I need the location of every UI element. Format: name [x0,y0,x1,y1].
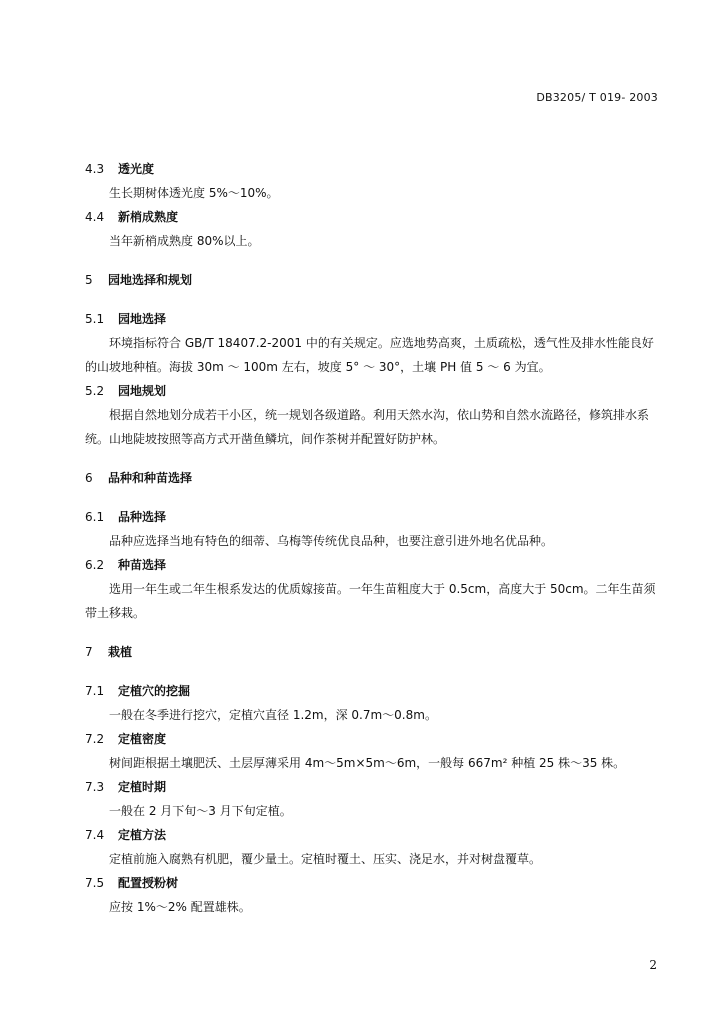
section-text-7-4: 定植前施入腐熟有机肥，覆少量土。定植时覆土、压实、浇足水，并对树盘覆草。 [109,852,542,866]
section-number: 7.5 [85,876,105,890]
spacer [85,292,659,307]
section-number: 6.1 [85,510,105,524]
section-heading-7-5 [85,871,659,895]
section-heading-7-4 [85,823,659,847]
section-title: 定植密度 [118,732,167,746]
section-title: 配置授粉树 [118,876,179,890]
section-heading-6-2 [85,553,659,577]
chapter-heading-6 [85,466,659,490]
document-body [85,157,659,919]
spacer [85,451,659,466]
section-title: 定植方法 [118,828,167,842]
chapter-number: 6 [85,471,93,485]
section-title: 品种选择 [118,510,167,524]
section-heading-6-1 [85,505,659,529]
page-number: 2 [649,958,657,972]
section-title: 园地规划 [118,384,167,398]
section-text-4-4: 当年新梢成熟度 80%以上。 [109,234,260,248]
chapter-title: 品种和种苗选择 [108,471,193,485]
section-number: 5.2 [85,384,105,398]
section-heading-5-1 [85,307,659,331]
section-title: 定植时期 [118,780,167,794]
spacer [85,253,659,268]
section-heading-7-2 [85,727,659,751]
section-heading-4-3 [85,157,659,181]
section-text-7-2: 树间距根据土壤肥沃、土层厚薄采用 4m～5m×5m～6m，一般每 667m² 种植 25 株～35 株。 [109,756,626,770]
section-title: 园地选择 [118,312,167,326]
section-text-6-1: 品种应选择当地有特色的细蒂、乌梅等传统优良品种，也要注意引进外地名优品种。 [109,534,554,548]
section-title: 定植穴的挖掘 [118,684,191,698]
spacer [85,490,659,505]
section-text-4-3: 生长期树体透光度 5%～10%。 [109,186,279,200]
section-text-7-1: 一般在冬季进行挖穴，定植穴直径 1.2m，深 0.7m～0.8m。 [109,708,437,722]
section-number: 5.1 [85,312,105,326]
section-title: 透光度 [118,162,155,176]
section-text-7-5: 应按 1%～2% 配置雄株。 [109,900,251,914]
chapter-title: 栽植 [108,645,133,659]
chapter-number: 7 [85,645,93,659]
section-heading-4-4 [85,205,659,229]
section-title: 种苗选择 [118,558,167,572]
section-text-7-3: 一般在 2 月下旬～3 月下旬定植。 [109,804,292,818]
section-number: 4.4 [85,210,105,224]
section-text-5-2: 根据自然地划分成若干小区，统一规划各级道路。利用天然水沟，依山势和自然水流路径，修筑排水系统。山地陡坡按照等高方式开凿鱼鳞坑，间作茶树并配置好防护林。 [85,408,650,446]
section-number: 7.2 [85,732,105,746]
chapter-heading-7 [85,640,659,664]
section-number: 4.3 [85,162,105,176]
section-text-5-1: 环境指标符合 GB/T 18407.2-2001 中的有关规定。应选地势高爽，土质疏松，透气性及排水性能良好的山坡地种植。海拔 30m ～ 100m 左右，坡度 5° ～ 30°，土壤 PH 值 5 ～ 6 为宜。 [85,336,654,374]
section-heading-7-1 [85,679,659,703]
standard-code: DB3205/ T 019- 2003 [536,91,658,104]
spacer [85,625,659,640]
section-number: 6.2 [85,558,105,572]
section-number: 7.4 [85,828,105,842]
chapter-heading-5 [85,268,659,292]
section-number: 7.1 [85,684,105,698]
section-heading-7-3 [85,775,659,799]
spacer [85,664,659,679]
section-title: 新梢成熟度 [118,210,179,224]
chapter-title: 园地选择和规划 [108,273,193,287]
chapter-number: 5 [85,273,93,287]
section-text-6-2: 选用一年生或二年生根系发达的优质嫁接苗。一年生苗粗度大于 0.5cm，高度大于 50cm。二年生苗须带土移栽。 [85,582,656,620]
section-heading-5-2 [85,379,659,403]
section-number: 7.3 [85,780,105,794]
